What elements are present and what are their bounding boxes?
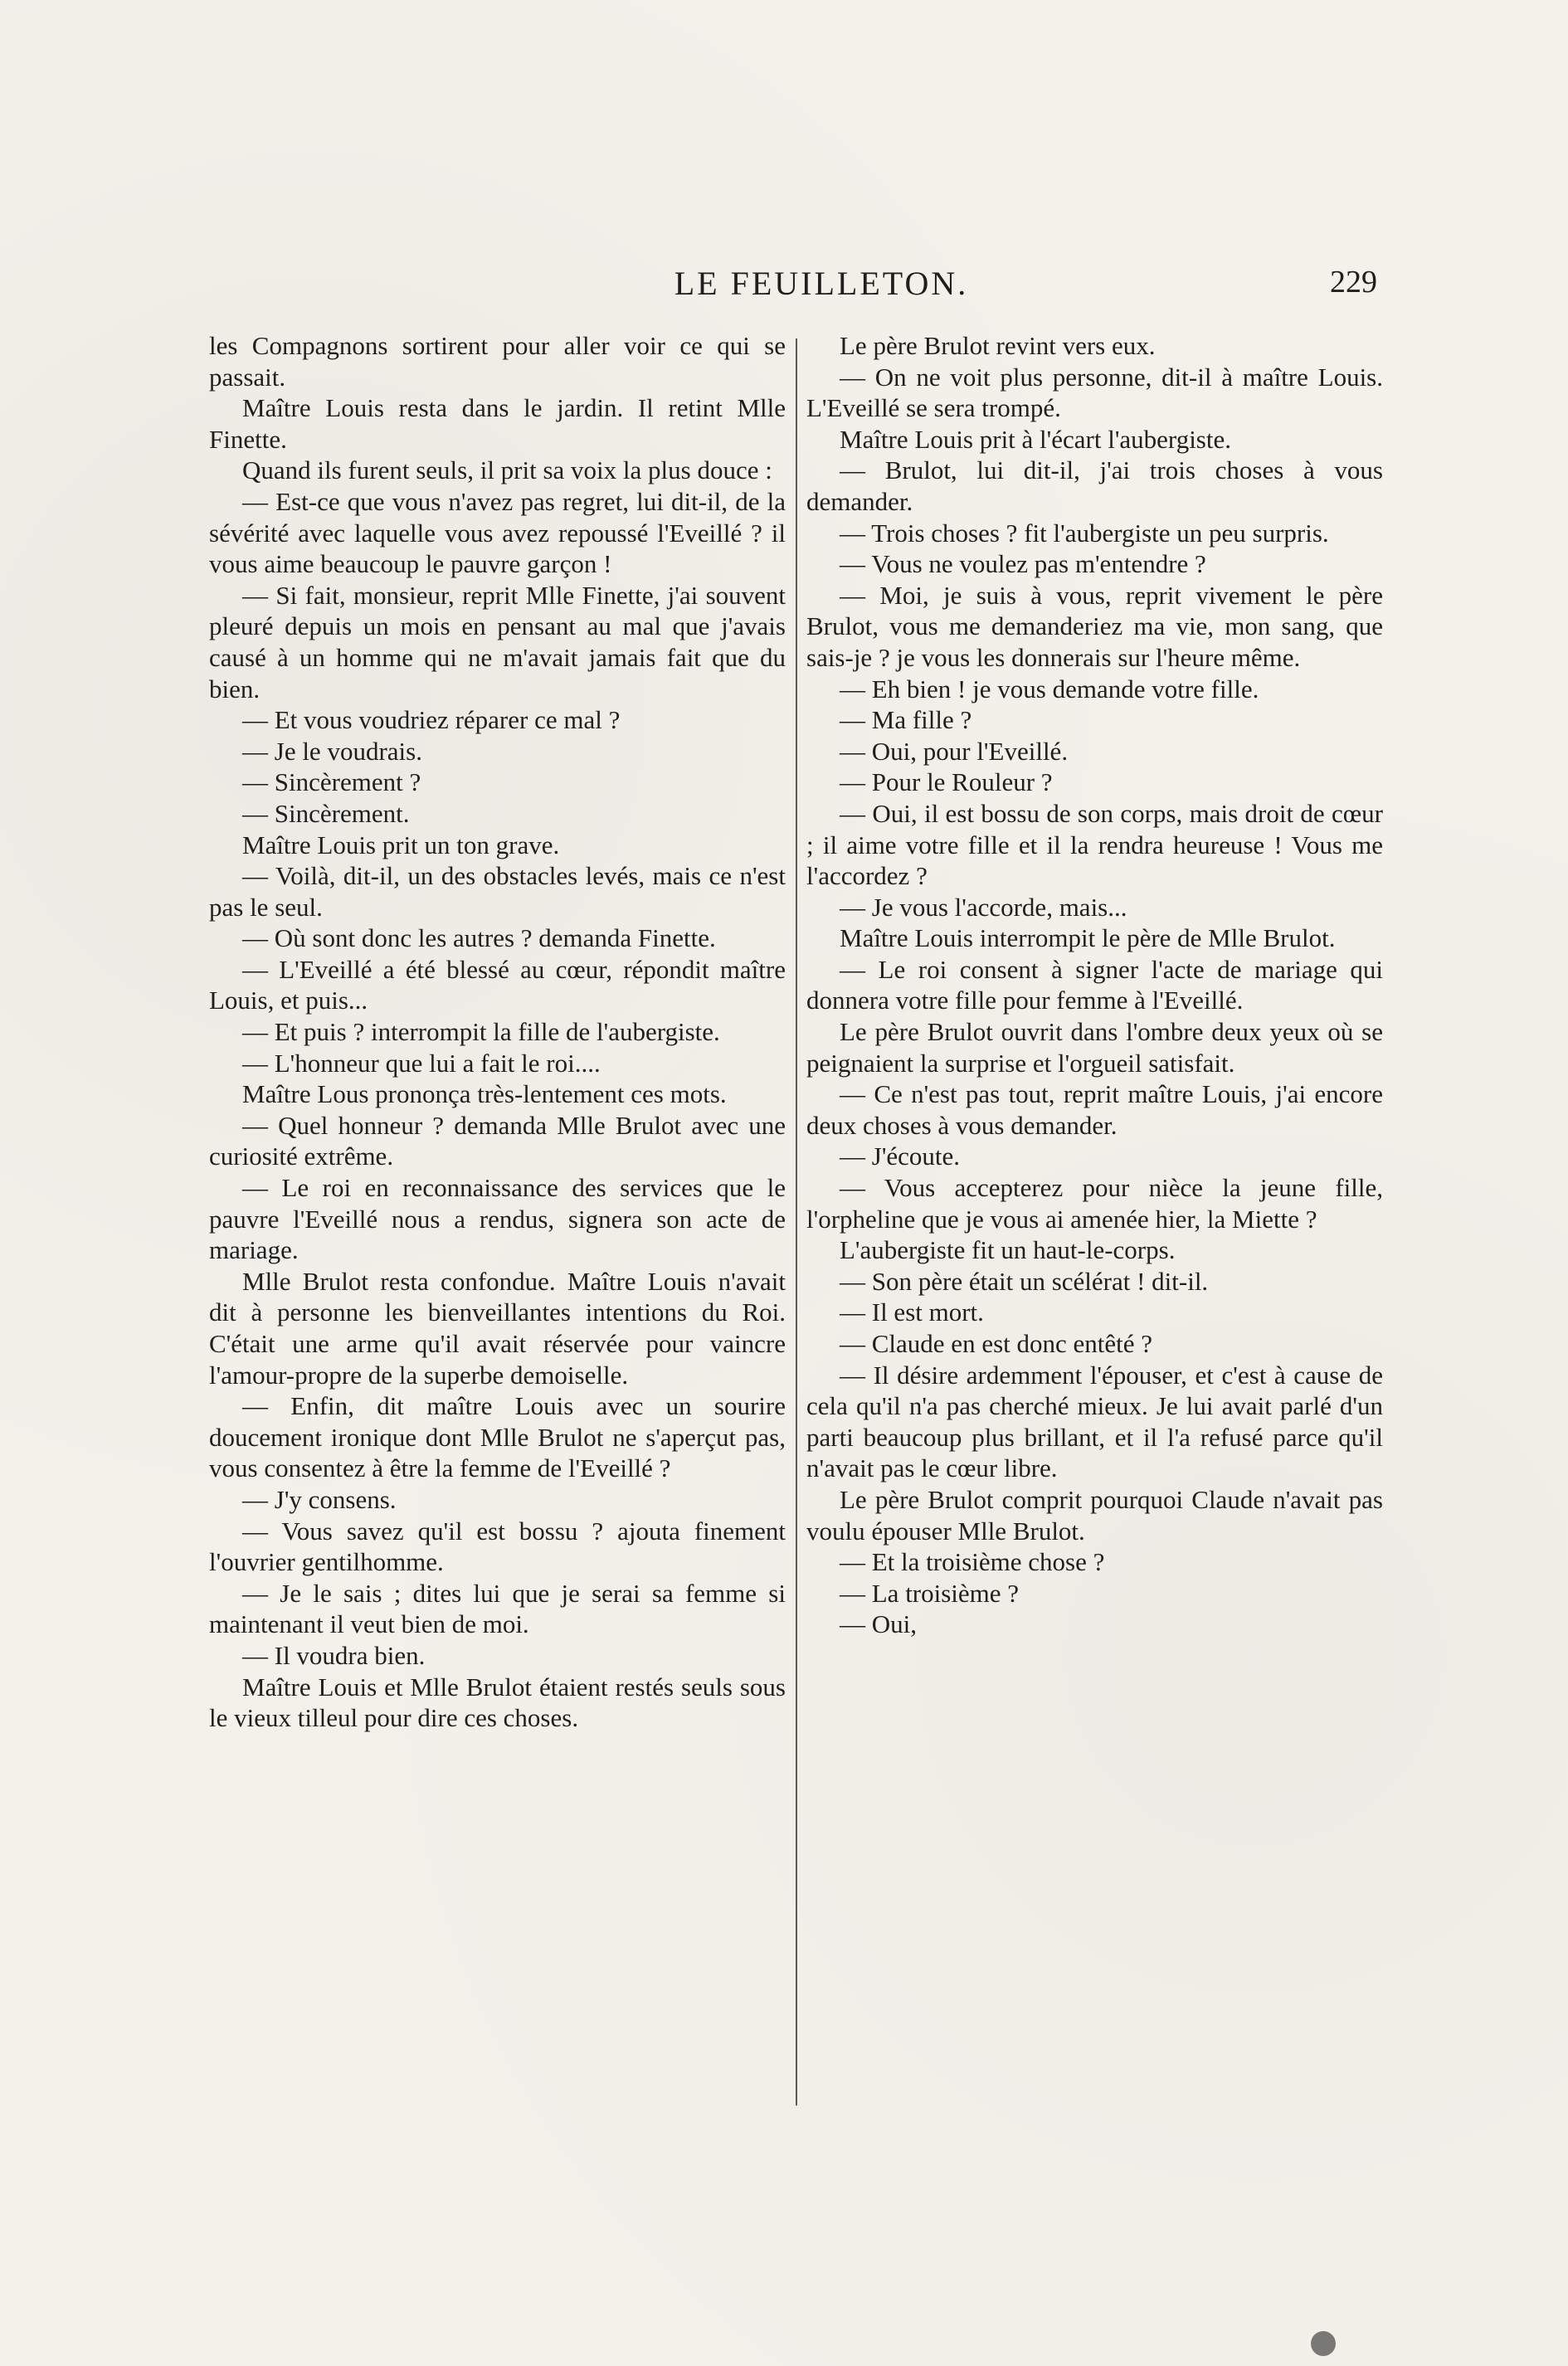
paragraph: — Et vous voudriez réparer ce mal ? xyxy=(242,705,621,735)
paragraph: — Oui, pour l'Eveillé. xyxy=(840,736,1069,766)
left-column xyxy=(209,330,786,1734)
paragraph: — Il désire ardemment l'épouser, et c'est à cause de cela qu'il n'a pas cherché mieux. Je lui avait parlé d'un parti beaucoup plus brillant, et il l'a refusé parce qu'il n'avait pas le cœur libre. xyxy=(806,1360,1383,1483)
paragraph: Maître Lous prononça très-lentement ces mots. xyxy=(242,1079,727,1109)
paragraph: — Le roi en reconnaissance des services que le pauvre l'Eveillé nous a rendus, signera son acte de mariage. xyxy=(209,1173,786,1265)
paragraph: — Quel honneur ? demanda Mlle Brulot avec une curiosité extrême. xyxy=(209,1110,786,1171)
paragraph: — Moi, je suis à vous, reprit vivement le père Brulot, vous me demanderiez ma vie, mon sang, que sais-je ? je vous les donnerais sur l'heure même. xyxy=(806,580,1383,672)
paragraph: — Vous accepterez pour nièce la jeune fille, l'orpheline que je vous ai amenée hier, la Miette ? xyxy=(806,1173,1383,1234)
paragraph: Maître Louis et Mlle Brulot étaient restés seuls sous le vieux tilleul pour dire ces choses. xyxy=(209,1672,786,1733)
paragraph: Mlle Brulot resta confondue. Maître Louis n'avait dit à personne les bienveillantes intentions du Roi. C'était une arme qu'il avait réservée pour vaincre l'amour-propre de la superbe demoiselle. xyxy=(209,1266,786,1390)
paragraph: — Eh bien ! je vous demande votre fille. xyxy=(840,674,1259,703)
column-divider xyxy=(796,338,797,2106)
running-title: LE FEUILLETON. xyxy=(674,265,969,302)
paragraph: — Est-ce que vous n'avez pas regret, lui dit-il, de la sévérité avec laquelle vous avez repoussé l'Eveillé ? il vous aime beaucoup le pauvre garçon ! xyxy=(209,486,786,579)
paragraph: — Claude en est donc entêté ? xyxy=(840,1329,1153,1358)
paragraph: — Je le sais ; dites lui que je serai sa femme si maintenant il veut bien de moi. xyxy=(209,1578,786,1639)
paragraph: — Si fait, monsieur, reprit Mlle Finette, j'ai souvent pleuré depuis un mois en pensant au mal que j'avais causé à un homme qui ne m'avait jamais fait que du bien. xyxy=(209,580,786,703)
page-header xyxy=(191,264,1377,302)
paragraph: — L'Eveillé a été blessé au cœur, répondit maître Louis, et puis... xyxy=(209,954,786,1015)
paragraph: — Ce n'est pas tout, reprit maître Louis, j'ai encore deux choses à vous demander. xyxy=(806,1079,1383,1140)
paper-stain xyxy=(1311,2331,1336,2356)
paragraph: — Son père était un scélérat ! dit-il. xyxy=(840,1266,1209,1296)
paragraph: — Sincèrement ? xyxy=(242,767,421,797)
paragraph: — Oui, xyxy=(840,1609,917,1639)
paragraph: — Et la troisième chose ? xyxy=(840,1547,1105,1577)
paragraph: — J'écoute. xyxy=(840,1142,961,1171)
paragraph: Maître Louis interrompit le père de Mlle Brulot. xyxy=(840,923,1336,953)
paragraph: L'aubergiste fit un haut-le-corps. xyxy=(840,1235,1176,1265)
paragraph: Le père Brulot comprit pourquoi Claude n'avait pas voulu épouser Mlle Brulot. xyxy=(806,1484,1383,1546)
right-column xyxy=(806,330,1383,1640)
paragraph: — Vous savez qu'il est bossu ? ajouta finement l'ouvrier gentilhomme. xyxy=(209,1516,786,1577)
paragraph: Maître Louis prit à l'écart l'aubergiste. xyxy=(840,424,1231,454)
paragraph: — Sincèrement. xyxy=(242,798,410,828)
paragraph: Quand ils furent seuls, il prit sa voix la plus douce : xyxy=(242,455,772,485)
text-columns xyxy=(209,330,1383,2114)
paragraph: Le père Brulot revint vers eux. xyxy=(840,331,1156,360)
paragraph: — La troisième ? xyxy=(840,1578,1020,1608)
paragraph: — Je le voudrais. xyxy=(242,736,422,766)
paragraph: Maître Louis resta dans le jardin. Il retint Mlle Finette. xyxy=(209,393,786,454)
paragraph: Maître Louis prit un ton grave. xyxy=(242,830,560,859)
paragraph: — Voilà, dit-il, un des obstacles levés, mais ce n'est pas le seul. xyxy=(209,861,786,922)
paragraph: les Compagnons sortirent pour aller voir ce qui se passait. xyxy=(209,331,786,392)
paragraph: — Et puis ? interrompit la fille de l'aubergiste. xyxy=(242,1017,720,1047)
paragraph: — Pour le Rouleur ? xyxy=(840,767,1053,797)
paragraph: — Oui, il est bossu de son corps, mais droit de cœur ; il aime votre fille et il la rendra heureuse ! Vous me l'accordez ? xyxy=(806,798,1383,891)
paragraph: — Où sont donc les autres ? demanda Finette. xyxy=(242,923,716,953)
paragraph: — On ne voit plus personne, dit-il à maître Louis. L'Eveillé se sera trompé. xyxy=(806,362,1383,423)
page-number: 229 xyxy=(1330,265,1377,299)
paragraph: — Il est mort. xyxy=(840,1297,984,1327)
paragraph: — Je vous l'accorde, mais... xyxy=(840,892,1127,922)
paragraph: — J'y consens. xyxy=(242,1484,397,1514)
paragraph: — Ma fille ? xyxy=(840,705,972,735)
paragraph: — Le roi consent à signer l'acte de mariage qui donnera votre fille pour femme à l'Eveillé. xyxy=(806,954,1383,1015)
paragraph: — Enfin, dit maître Louis avec un sourire doucement ironique dont Mlle Brulot ne s'aperçut pas, vous consentez à être la femme de l'Eveillé ? xyxy=(209,1391,786,1483)
paragraph: — Brulot, lui dit-il, j'ai trois choses à vous demander. xyxy=(806,455,1383,516)
paragraph: — Vous ne voulez pas m'entendre ? xyxy=(840,549,1206,579)
paragraph: Le père Brulot ouvrit dans l'ombre deux yeux où se peignaient la surprise et l'orgueil satisfait. xyxy=(806,1017,1383,1078)
paragraph: — Il voudra bien. xyxy=(242,1640,426,1670)
paragraph: — L'honneur que lui a fait le roi.... xyxy=(242,1048,601,1078)
paragraph: — Trois choses ? fit l'aubergiste un peu surpris. xyxy=(840,518,1329,548)
